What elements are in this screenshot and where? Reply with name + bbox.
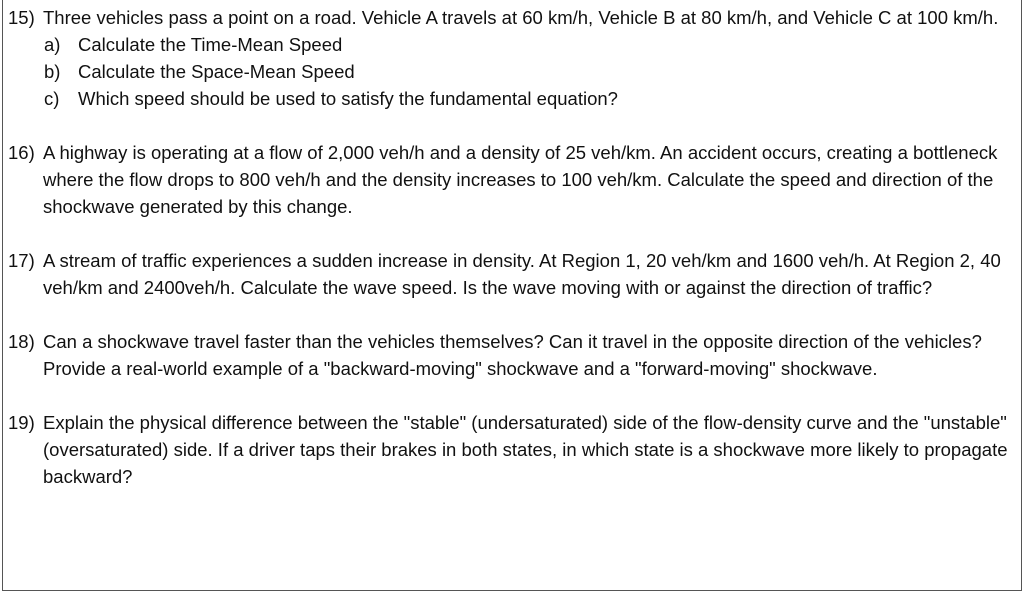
- question-number: 19): [8, 412, 35, 433]
- question-list: [8, 4, 1016, 490]
- subpart-text: Which speed should be used to satisfy the fundamental equation?: [78, 88, 618, 109]
- subpart-letter: a): [44, 34, 61, 55]
- question-text: A highway is operating at a flow of 2,000 veh/h and a density of 25 veh/km. An accident occurs, creating a bottleneck where the flow drops to 800 veh/h and the density increases to 100 veh/km. Calculate the speed and direction of the shockwave generated by this change.: [43, 142, 998, 217]
- subpart-letter: c): [44, 88, 60, 109]
- subpart-list: [43, 31, 1016, 112]
- question-number: 16): [8, 142, 35, 163]
- subpart-text: Calculate the Time-Mean Speed: [78, 34, 343, 55]
- question-15: [8, 4, 1016, 112]
- subpart-b: [43, 58, 1016, 85]
- question-18: [8, 328, 1016, 382]
- question-text: Explain the physical difference between the "stable" (undersaturated) side of the flow-density curve and the "unstable" (oversaturated) side. If a driver taps their brakes in both states, in which state is a shockwave more likely to propagate backward?: [43, 412, 1008, 487]
- question-17: [8, 247, 1016, 301]
- question-text: A stream of traffic experiences a sudden increase in density. At Region 1, 20 veh/km and 1600 veh/h. At Region 2, 40 veh/km and 2400veh/h. Calculate the wave speed. Is the wave moving with or against the direction of traffic?: [43, 250, 1001, 298]
- question-number: 18): [8, 331, 35, 352]
- question-number: 15): [8, 7, 35, 28]
- subpart-letter: b): [44, 61, 61, 82]
- question-text: Three vehicles pass a point on a road. Vehicle A travels at 60 km/h, Vehicle B at 80 km/h, and Vehicle C at 100 km/h.: [43, 7, 999, 28]
- subpart-a: [43, 31, 1016, 58]
- question-19: [8, 409, 1016, 490]
- question-16: [8, 139, 1016, 220]
- subpart-c: [43, 85, 1016, 112]
- question-text: Can a shockwave travel faster than the vehicles themselves? Can it travel in the opposite direction of the vehicles? Provide a real-world example of a "backward-moving" shockwave and a "forward-moving" shockwave.: [43, 331, 982, 379]
- subpart-text: Calculate the Space-Mean Speed: [78, 61, 355, 82]
- question-number: 17): [8, 250, 35, 271]
